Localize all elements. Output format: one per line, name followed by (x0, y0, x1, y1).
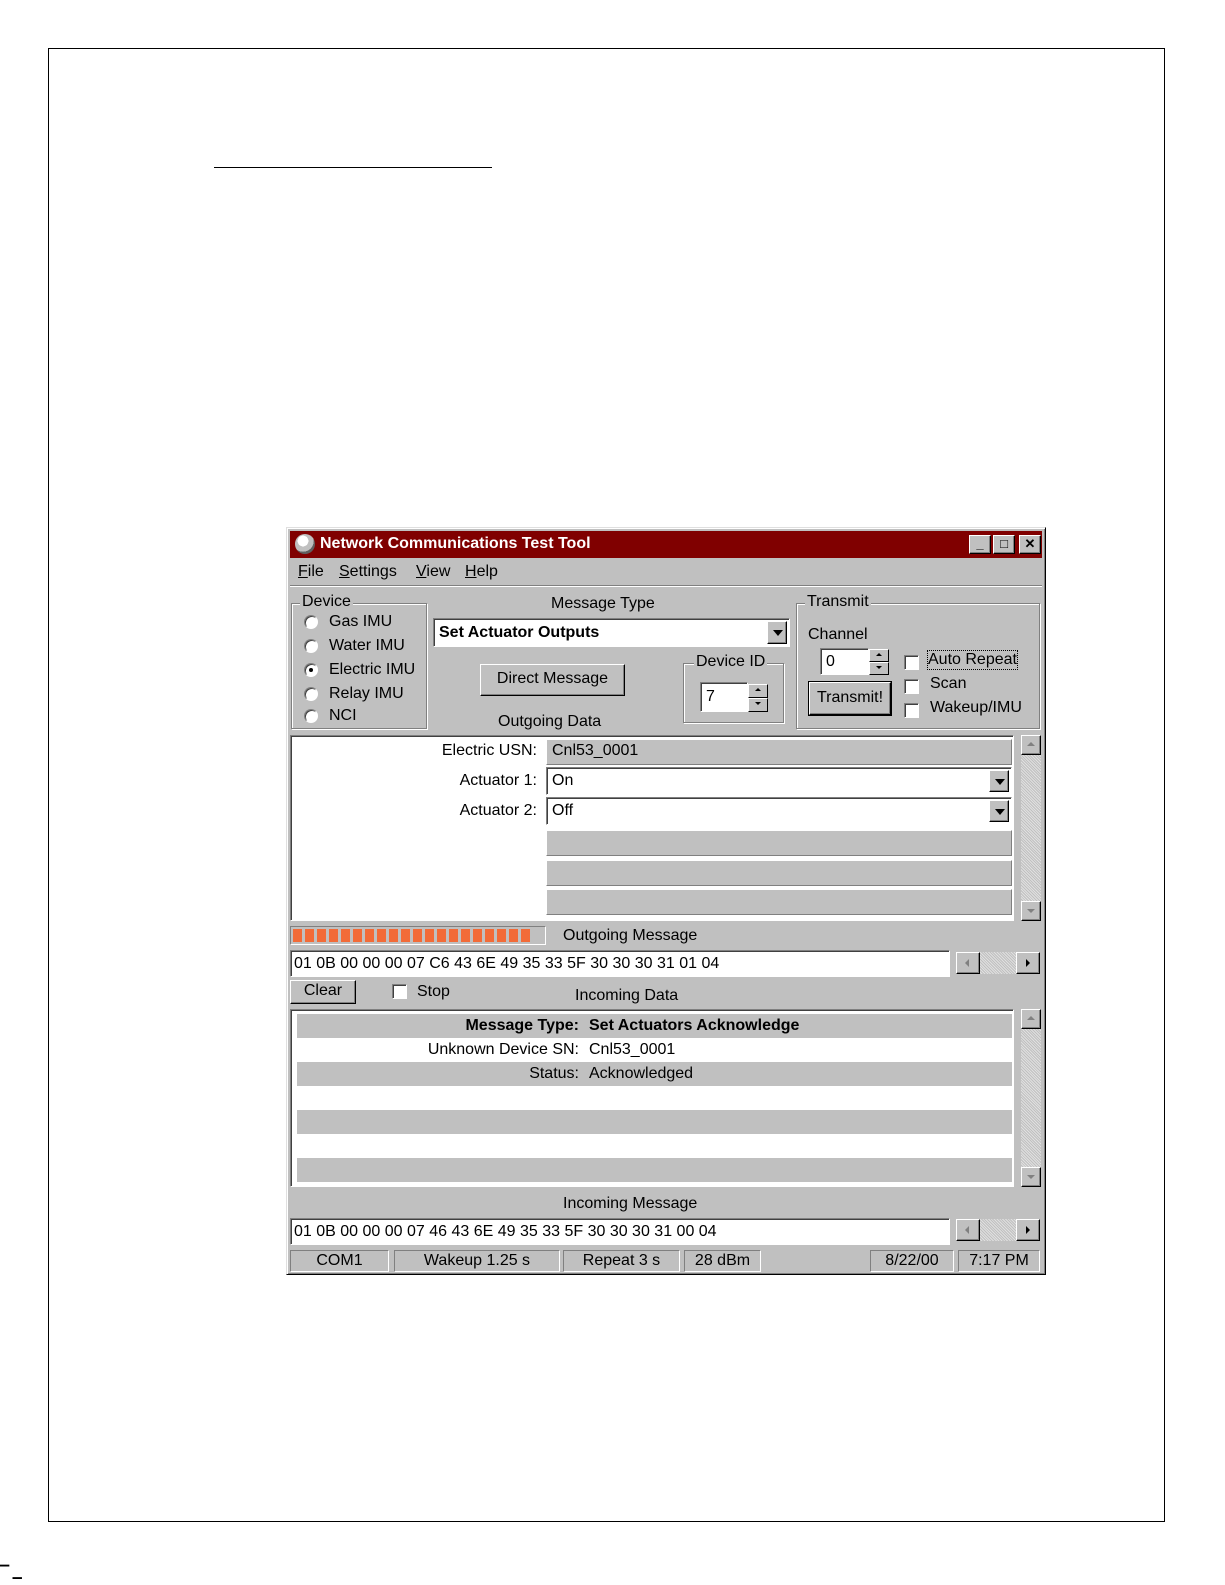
device-group (291, 593, 427, 729)
progress-segment (473, 929, 482, 942)
channel-input[interactable] (820, 648, 869, 675)
radio-label: Relay IMU (329, 685, 404, 702)
field-label-actuator-1: Actuator 1: (459, 772, 537, 789)
progress-segment (485, 929, 494, 942)
outgoing-message-field[interactable] (290, 950, 950, 977)
progress-segment (497, 929, 506, 942)
progress-segment (293, 929, 302, 942)
radio-button[interactable] (304, 615, 318, 629)
app-icon[interactable] (295, 534, 315, 554)
electric-usn-value: Cnl53_0001 (552, 742, 639, 759)
title-bar[interactable] (290, 531, 1042, 558)
status-repeat: Repeat 3 s (563, 1250, 680, 1272)
progress-segment (413, 929, 422, 942)
status-date: 8/22/00 (870, 1250, 954, 1272)
incoming-message-hscroll[interactable] (956, 1219, 1040, 1241)
progress-segment (329, 929, 338, 942)
progress-segment (341, 929, 350, 942)
device-id-spinner[interactable] (748, 684, 768, 712)
outgoing-data-panel (290, 735, 1014, 921)
progress-segment (521, 929, 530, 942)
channel-spinner[interactable] (869, 649, 889, 675)
auto-repeat-checkbox[interactable] (904, 655, 919, 670)
incoming-row (297, 1134, 1012, 1158)
actuator-2-dropdown[interactable] (546, 797, 1012, 825)
scroll-down-icon[interactable] (1021, 901, 1041, 921)
progress-segment (365, 929, 374, 942)
scroll-right-icon[interactable] (1016, 1219, 1040, 1241)
message-type-label: Message Type (551, 595, 655, 612)
incoming-row-label: Message Type: (465, 1017, 579, 1034)
incoming-row (297, 1110, 1012, 1134)
message-type-value: Set Actuator Outputs (439, 624, 600, 641)
outgoing-message-label: Outgoing Message (563, 927, 698, 944)
scan-checkbox[interactable] (904, 679, 919, 694)
page-edge-mark: ▔ ▁ (0, 1565, 22, 1579)
progress-segment (377, 929, 386, 942)
maximize-button[interactable]: □ (993, 535, 1015, 554)
radio-label: Gas IMU (329, 613, 393, 630)
incoming-data-panel (290, 1009, 1014, 1187)
device-id-input[interactable] (700, 682, 748, 712)
chevron-down-icon[interactable] (767, 621, 787, 644)
incoming-row-value: Acknowledged (589, 1065, 694, 1082)
progress-segment (353, 929, 362, 942)
menu-settings[interactable]: Settings (339, 563, 397, 580)
scroll-up-icon[interactable] (1021, 1009, 1041, 1029)
incoming-row-label: Status: (529, 1065, 579, 1082)
scan-label[interactable]: Scan (930, 675, 967, 692)
radio-button[interactable] (304, 687, 318, 701)
transmit-legend: Transmit (807, 593, 869, 610)
outgoing-message-value: 01 0B 00 00 00 07 C6 43 6E 49 35 33 5F 30 30 30 31 01 04 (294, 955, 720, 972)
incoming-data-scrollbar[interactable] (1021, 1009, 1041, 1187)
radio-label: Water IMU (329, 637, 405, 654)
message-type-dropdown[interactable] (433, 618, 790, 647)
device-legend: Device (302, 593, 351, 610)
progress-segment (425, 929, 434, 942)
field-label-electric-usn: Electric USN: (441, 742, 537, 759)
scroll-left-icon[interactable] (956, 1219, 980, 1241)
device-id-legend: Device ID (696, 653, 766, 670)
actuator-1-dropdown[interactable] (546, 767, 1012, 795)
scroll-down-icon[interactable] (1021, 1167, 1041, 1187)
window-title: Network Communications Test Tool (320, 535, 591, 552)
outgoing-message-hscroll[interactable] (956, 952, 1040, 974)
menu-view[interactable]: View (416, 563, 451, 580)
incoming-message-label: Incoming Message (563, 1195, 698, 1212)
channel-label: Channel (808, 626, 868, 643)
radio-button[interactable] (304, 639, 318, 653)
direct-message-button[interactable]: Direct Message (480, 664, 625, 696)
field-label-actuator-2: Actuator 2: (459, 802, 537, 819)
empty-field-row (546, 860, 1012, 886)
status-wakeup: Wakeup 1.25 s (394, 1250, 560, 1272)
electric-usn-field (546, 739, 1012, 765)
status-port: COM1 (290, 1250, 389, 1272)
progress-segment (389, 929, 398, 942)
minimize-button[interactable]: _ (969, 535, 991, 554)
spin-down-icon[interactable] (869, 662, 889, 675)
progress-segment (509, 929, 518, 942)
radio-button[interactable] (304, 709, 318, 723)
transmit-group (796, 593, 1040, 729)
incoming-message-value: 01 0B 00 00 00 07 46 43 6E 49 35 33 5F 30 30 30 31 00 04 (294, 1223, 717, 1240)
radio-label: NCI (329, 707, 357, 724)
radio-button-selected[interactable] (304, 663, 318, 677)
incoming-row (297, 1038, 1012, 1062)
progress-segment (401, 929, 410, 942)
menu-help[interactable]: Help (465, 563, 498, 580)
progress-segment (305, 929, 314, 942)
heading-underline (214, 167, 492, 168)
wakeup-imu-label[interactable]: Wakeup/IMU (930, 699, 1022, 716)
progress-segment (449, 929, 458, 942)
progress-segment (317, 929, 326, 942)
scroll-left-icon[interactable] (956, 952, 980, 974)
spin-down-icon[interactable] (748, 698, 768, 712)
status-power: 28 dBm (684, 1250, 761, 1272)
status-bar (290, 1250, 1042, 1272)
scroll-right-icon[interactable] (1016, 952, 1040, 974)
spin-up-icon[interactable] (869, 649, 889, 662)
chevron-down-icon[interactable] (989, 770, 1009, 792)
progress-segment (461, 929, 470, 942)
spin-up-icon[interactable] (748, 684, 768, 698)
close-button[interactable]: ✕ (1019, 535, 1041, 554)
scroll-up-icon[interactable] (1021, 735, 1041, 755)
incoming-row-value: Set Actuators Acknowledge (589, 1017, 800, 1034)
device-id-group (683, 653, 784, 723)
auto-repeat-label[interactable]: Auto Repeat (928, 651, 1017, 668)
empty-field-row (546, 830, 1012, 856)
wakeup-imu-checkbox[interactable] (904, 703, 919, 718)
chevron-down-icon[interactable] (989, 800, 1009, 822)
device-id-value: 7 (706, 688, 715, 705)
transmit-progress-bar (290, 926, 546, 945)
transmit-button[interactable]: Transmit! (809, 682, 891, 715)
outgoing-data-scrollbar[interactable] (1021, 735, 1041, 921)
clear-button[interactable]: Clear (290, 980, 356, 1004)
incoming-row (297, 1158, 1012, 1182)
empty-field-row (546, 889, 1012, 915)
actuator-1-value: On (552, 772, 574, 789)
incoming-message-field[interactable] (290, 1218, 950, 1245)
menu-bar (290, 559, 1042, 586)
incoming-row-label: Unknown Device SN: (427, 1041, 579, 1058)
stop-checkbox[interactable] (392, 984, 407, 999)
app-window (286, 527, 1046, 1275)
incoming-row (297, 1062, 1012, 1086)
channel-value: 0 (826, 653, 835, 670)
outgoing-data-label: Outgoing Data (498, 713, 602, 730)
menu-file[interactable]: File (298, 563, 324, 580)
incoming-row (297, 1014, 1012, 1038)
incoming-row-value: Cnl53_0001 (589, 1041, 676, 1058)
incoming-row (297, 1086, 1012, 1110)
progress-segment (437, 929, 446, 942)
status-time: 7:17 PM (958, 1250, 1040, 1272)
stop-label[interactable]: Stop (417, 983, 450, 1000)
radio-label: Electric IMU (329, 661, 416, 678)
incoming-data-label: Incoming Data (575, 987, 679, 1004)
actuator-2-value: Off (552, 802, 574, 819)
